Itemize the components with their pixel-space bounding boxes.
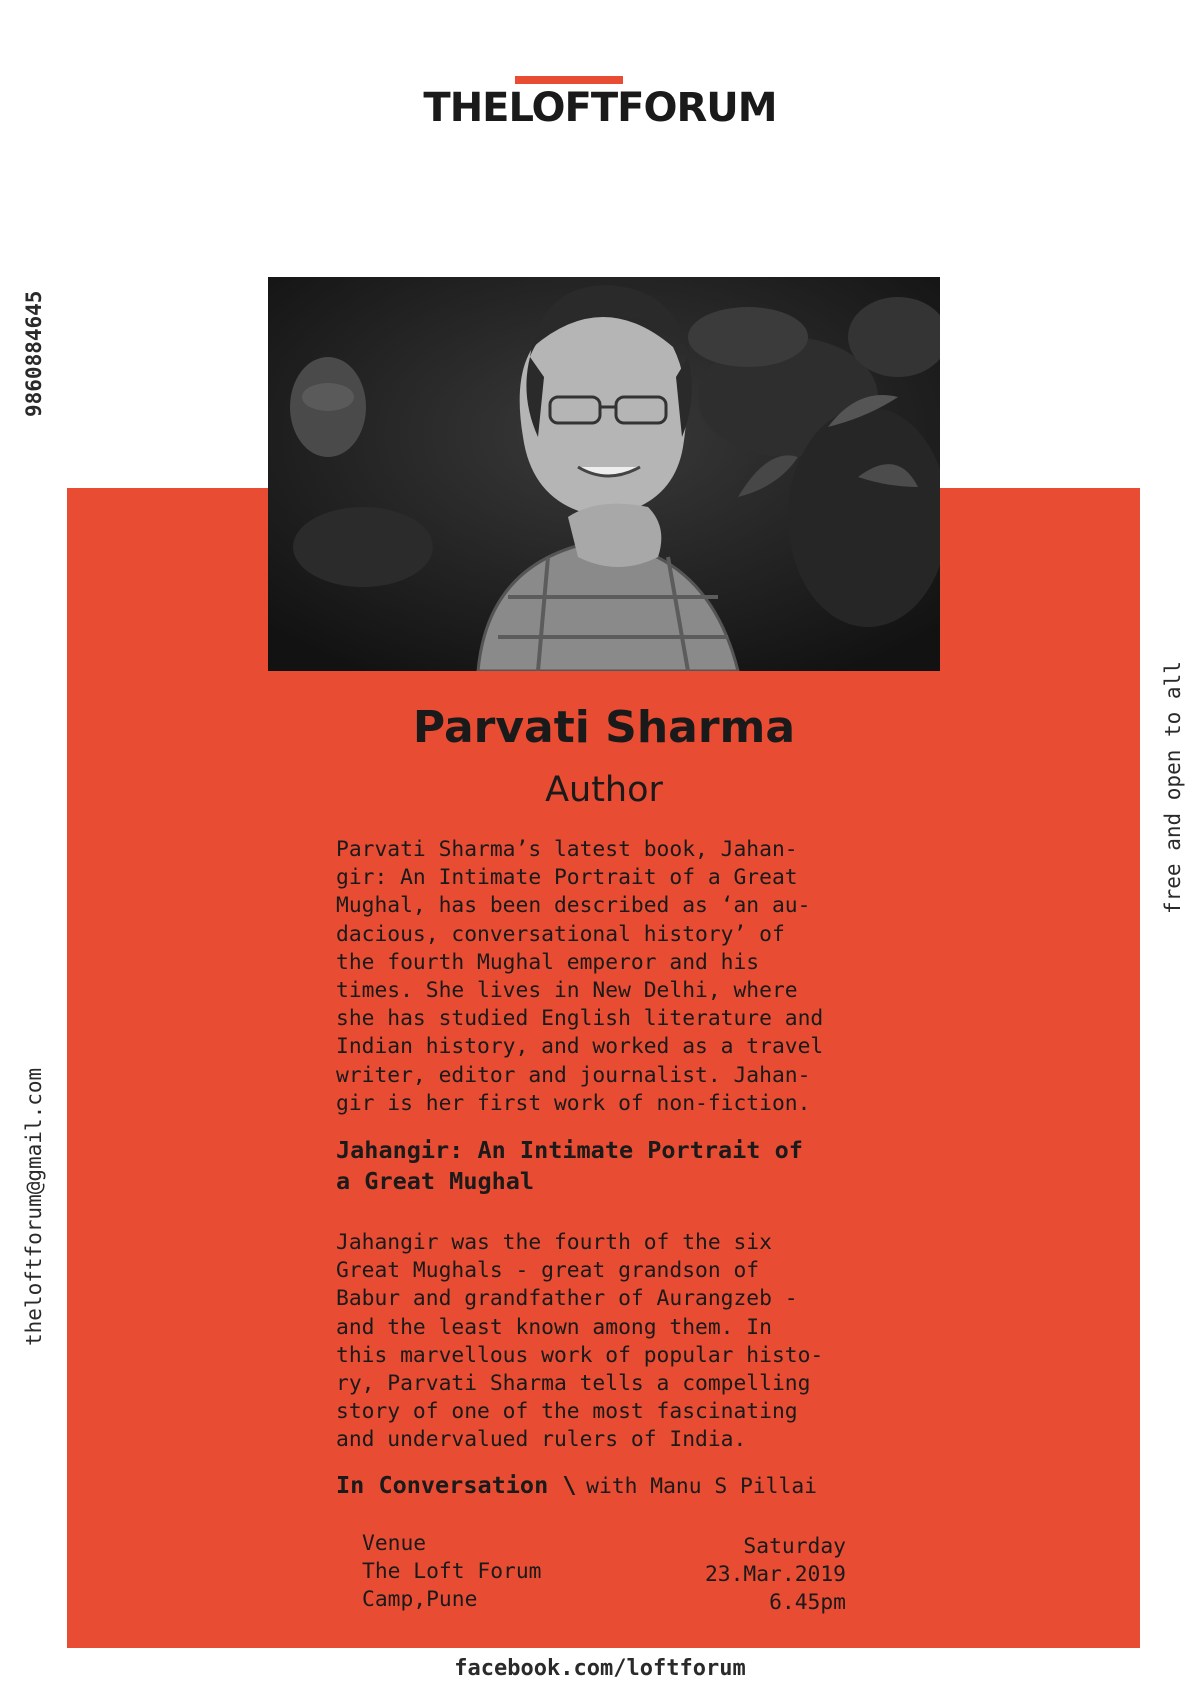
book-description: Jahangir was the fourth of the six Great Mughals - great grandson of Babur and grandfather of Aurangzeb - and the least known among them. In this marvellous work of popular histo- ry, Parvati Sharma tells a compelling story of one of the most fascinating and undervalued rulers of India. — [336, 1230, 824, 1453]
conversation-line — [336, 1471, 817, 1499]
side-email: theloftforum@gmail.com — [22, 1067, 46, 1346]
event-datetime — [705, 1533, 846, 1617]
event-day: Saturday — [743, 1534, 846, 1559]
event-date: 23.Mar.2019 — [704, 1562, 846, 1587]
speaker-role: Author — [545, 770, 663, 810]
logo-accent-bar — [515, 76, 623, 84]
bio-paragraph: Parvati Sharma’s latest book, Jahan- gir: An Intimate Portrait of a Great Mughal, has been described as ‘an au- dacious, conversational history’ of the fourth Mughal emperor and his times. She lives in New Delhi, where she has studied English literature and Indian history, and worked as a travel writer, editor and journalist. Jahan- gir is her first work of non-fiction. — [336, 837, 824, 1116]
logo-text: THELOFTFORUM — [423, 85, 777, 131]
side-phone-number: 9860884645 — [22, 290, 46, 417]
book-title: Jahangir: An Intimate Portrait of a Great Mughal — [336, 1136, 803, 1195]
speaker-name: Parvati Sharma — [412, 702, 796, 753]
photo-illustration — [268, 277, 940, 671]
conversation-with: with Manu S Pillai — [586, 1474, 817, 1499]
side-free-notice: free and open to all — [1161, 661, 1185, 914]
conversation-label: In Conversation \ — [336, 1471, 577, 1499]
facebook-link[interactable]: facebook.com/loftforum — [454, 1656, 746, 1681]
event-time: 6.45pm — [769, 1590, 846, 1615]
venue-block: Venue The Loft Forum Camp,Pune — [362, 1531, 542, 1612]
speaker-photo — [268, 277, 940, 671]
